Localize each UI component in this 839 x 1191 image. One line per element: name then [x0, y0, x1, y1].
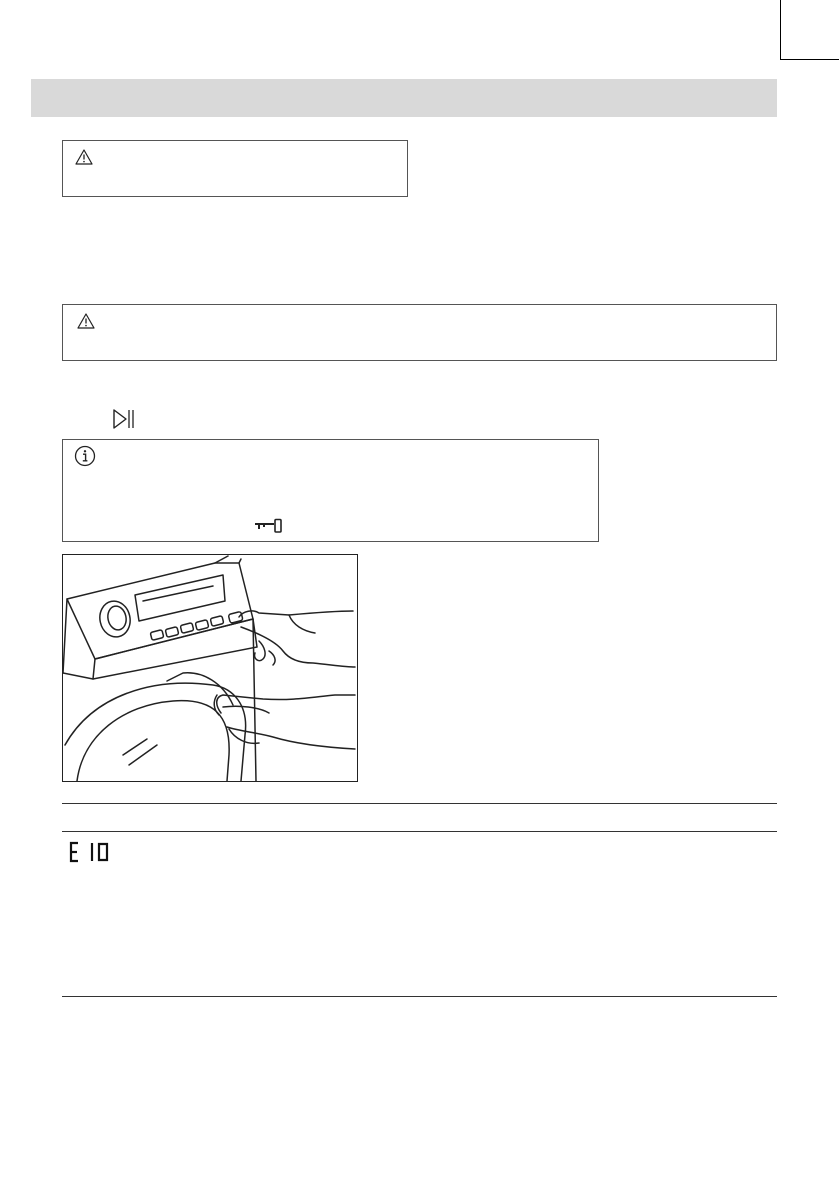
section-heading-bar	[31, 79, 777, 117]
warning-triangle-icon	[77, 313, 95, 329]
table-top-rule	[62, 803, 777, 804]
table-row	[62, 832, 777, 996]
error-code-e10-display	[68, 841, 116, 863]
washing-machine-drawing	[63, 555, 358, 782]
warning-box-2	[62, 304, 777, 361]
crop-mark-horizontal	[780, 59, 839, 60]
table-bottom-rule	[62, 996, 777, 997]
crop-mark-vertical	[780, 0, 781, 59]
info-box	[62, 439, 599, 542]
warning-triangle-icon	[75, 149, 93, 165]
key-lock-icon	[253, 518, 285, 534]
info-icon	[74, 445, 96, 467]
warning-box-1	[62, 140, 408, 197]
start-pause-icon	[112, 408, 136, 430]
washing-machine-illustration	[62, 554, 358, 782]
